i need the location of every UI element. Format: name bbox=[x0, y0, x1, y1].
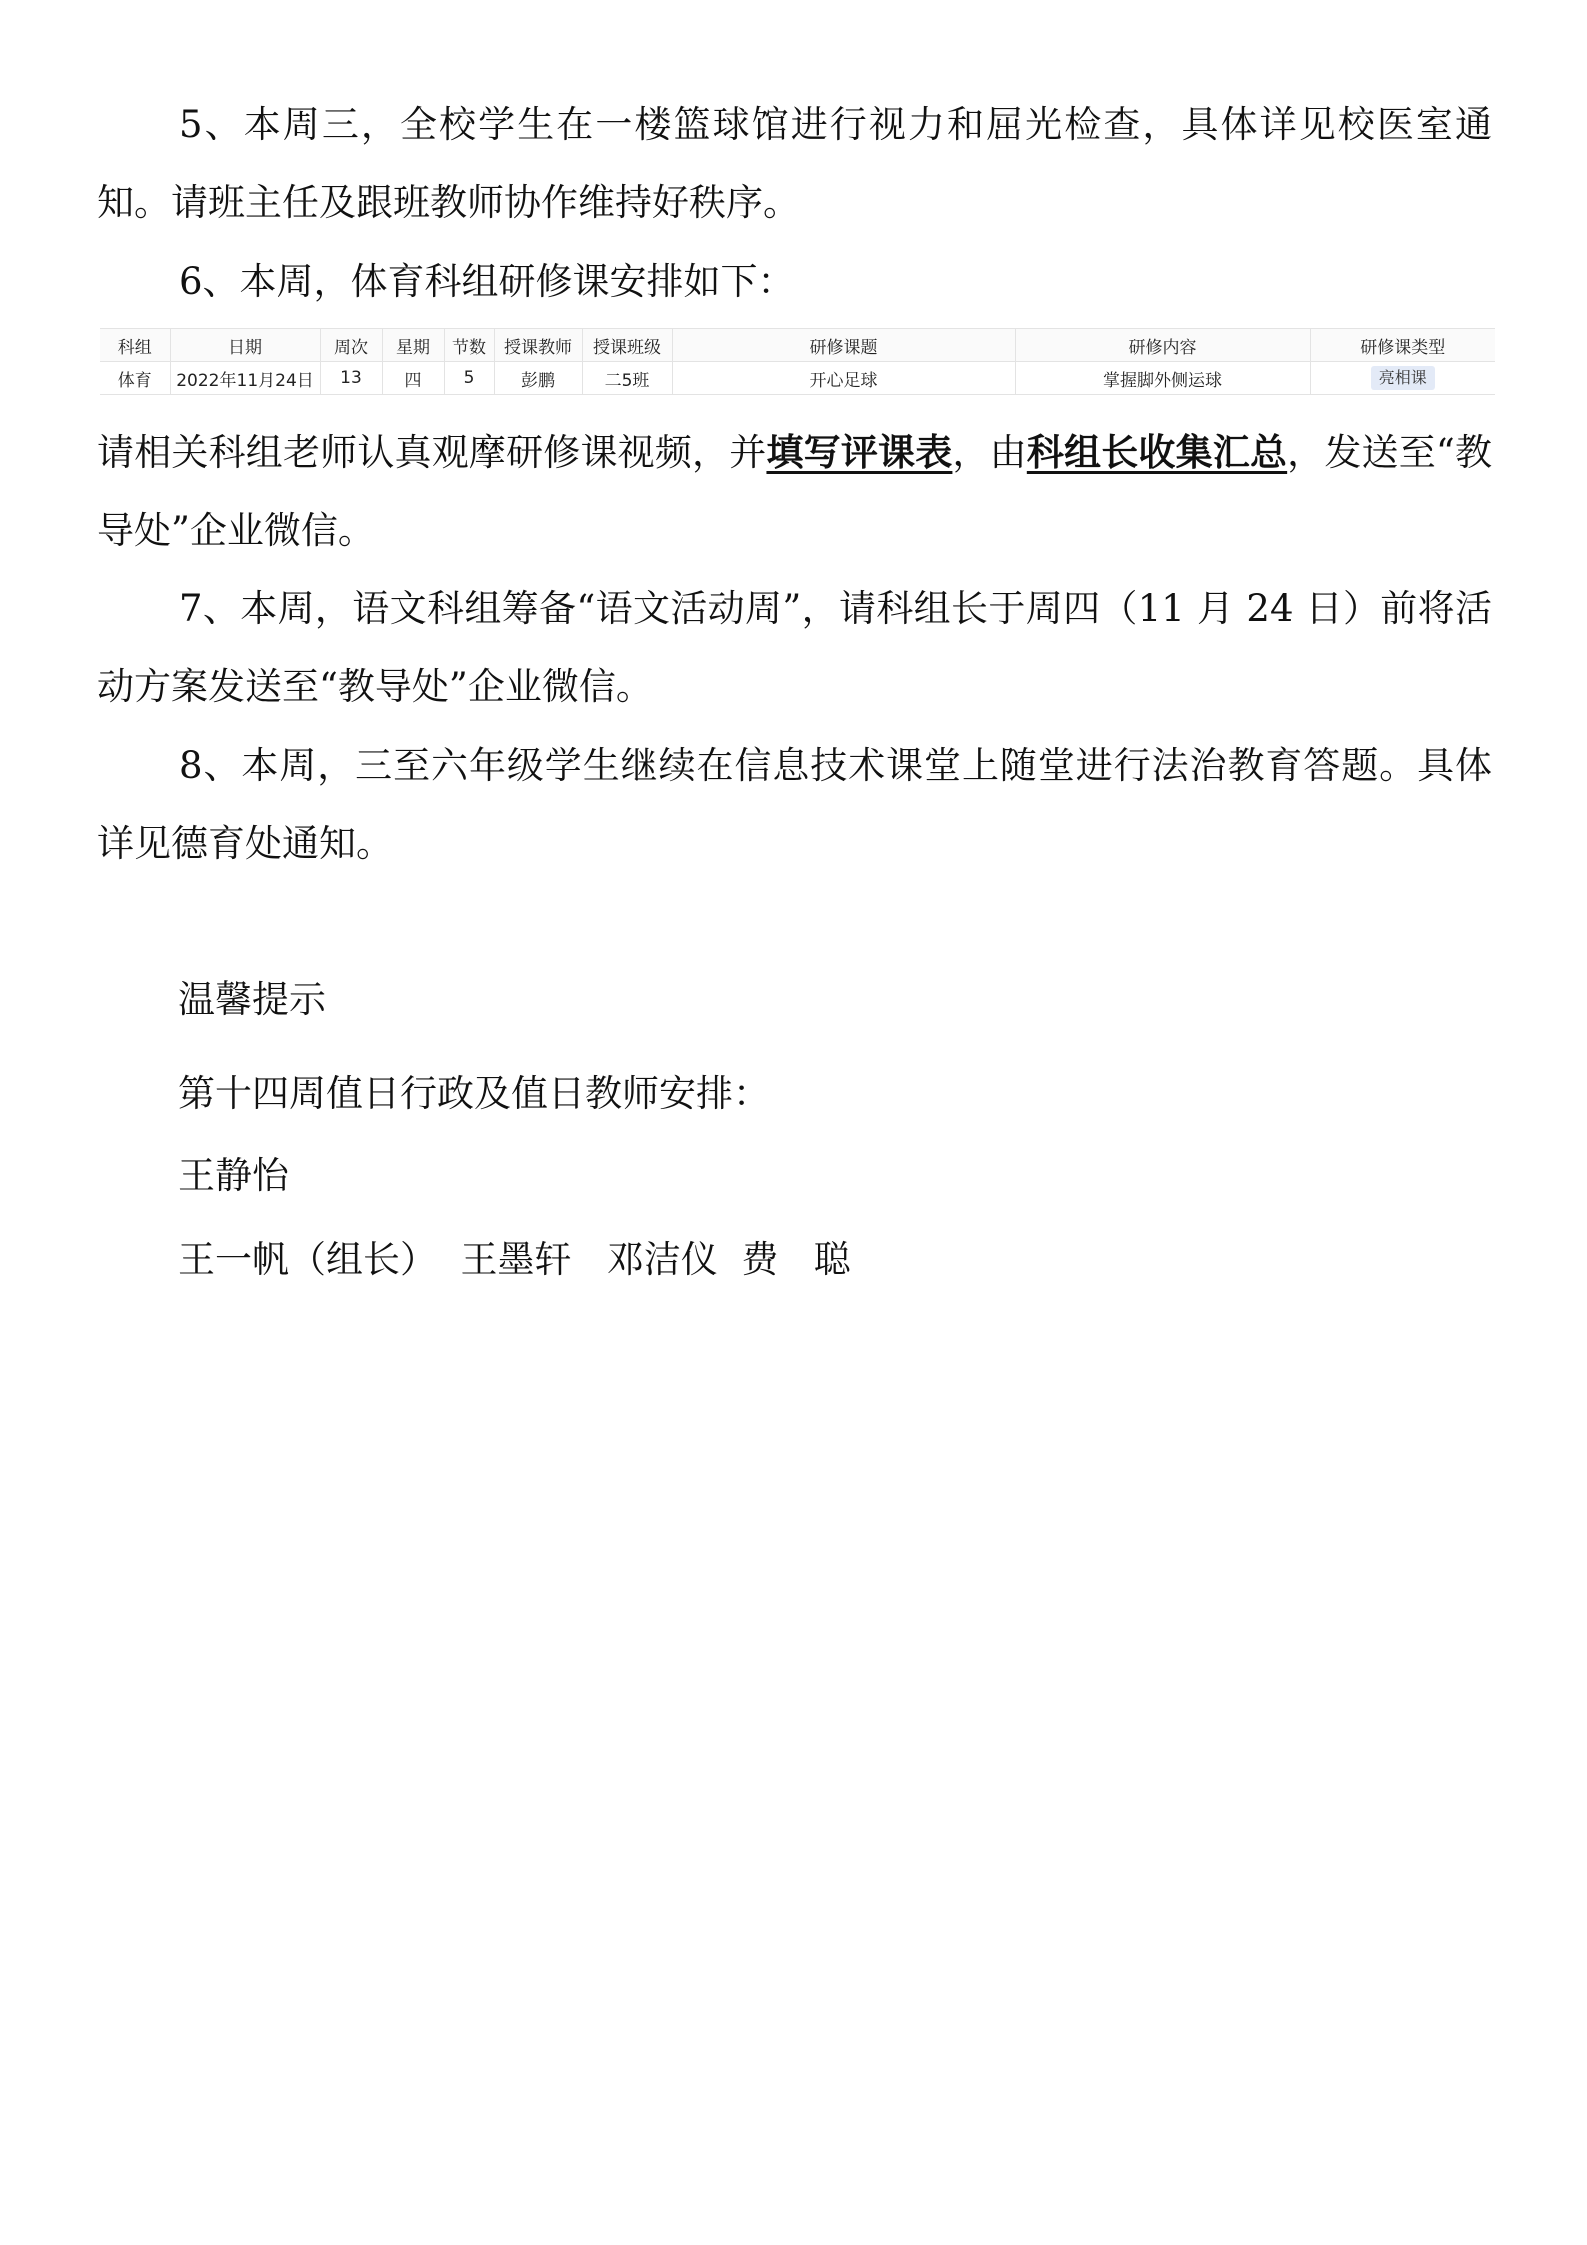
cell-date: 2022年11月24日 bbox=[170, 362, 320, 395]
reminder-title: 温馨提示 bbox=[178, 978, 326, 1021]
item-8-paragraph: 8、本周，三至六年级学生继续在信息技术课堂上随堂进行法治教育答题。具体详见德育处通知。 bbox=[97, 744, 1492, 865]
header-topic: 研修课题 bbox=[672, 329, 1015, 362]
duty-admin: 王静怡 bbox=[178, 1154, 289, 1197]
followup-text-1: 请相关科组老师认真观摩研修课视频，并 bbox=[97, 431, 767, 474]
header-weekday: 星期 bbox=[382, 329, 444, 362]
followup-text-2: ，由 bbox=[952, 431, 1027, 474]
header-date: 日期 bbox=[170, 329, 320, 362]
item-6-followup-paragraph bbox=[97, 413, 1492, 570]
fill-evaluation-form-emphasis: 填写评课表 bbox=[766, 430, 953, 474]
duty-teachers: 王一帆（组长） 王墨轩 邓洁仪 费 聪 bbox=[178, 1238, 851, 1281]
item-7-paragraph: 7、本周，语文科组筹备“语文活动周”，请科组长于周四（11 月 24 日）前将活动方案发送至“教导处”企业微信。 bbox=[97, 587, 1492, 708]
cell-week: 13 bbox=[320, 362, 382, 395]
table-header-row bbox=[100, 329, 1495, 362]
header-subject: 科组 bbox=[100, 329, 170, 362]
duty-heading: 第十四周值日行政及值日教师安排： bbox=[178, 1072, 770, 1115]
cell-topic: 开心足球 bbox=[672, 362, 1015, 395]
class-type-tag: 亮相课 bbox=[1371, 366, 1435, 390]
header-type: 研修课类型 bbox=[1310, 329, 1495, 362]
item-5-paragraph: 5、本周三，全校学生在一楼篮球馆进行视力和屈光检查，具体详见校医室通知。请班主任及跟班教师协作维持好秩序。 bbox=[97, 103, 1492, 224]
group-leader-collect-emphasis: 科组长收集汇总 bbox=[1026, 430, 1288, 474]
cell-subject: 体育 bbox=[100, 362, 170, 395]
table-row bbox=[100, 362, 1495, 395]
item-6-intro: 6、本周，体育科组研修课安排如下： bbox=[179, 260, 795, 303]
research-class-schedule-table bbox=[100, 328, 1495, 395]
cell-class: 二5班 bbox=[582, 362, 672, 395]
cell-type bbox=[1310, 362, 1495, 395]
header-class: 授课班级 bbox=[582, 329, 672, 362]
cell-content: 掌握脚外侧运球 bbox=[1015, 362, 1310, 395]
header-period: 节数 bbox=[444, 329, 494, 362]
header-week: 周次 bbox=[320, 329, 382, 362]
cell-period: 5 bbox=[444, 362, 494, 395]
header-teacher: 授课教师 bbox=[494, 329, 582, 362]
cell-teacher: 彭鹏 bbox=[494, 362, 582, 395]
cell-weekday: 四 bbox=[382, 362, 444, 395]
header-content: 研修内容 bbox=[1015, 329, 1310, 362]
followup-text-3: ，发送至“教导处”企业微信。 bbox=[97, 431, 1493, 552]
